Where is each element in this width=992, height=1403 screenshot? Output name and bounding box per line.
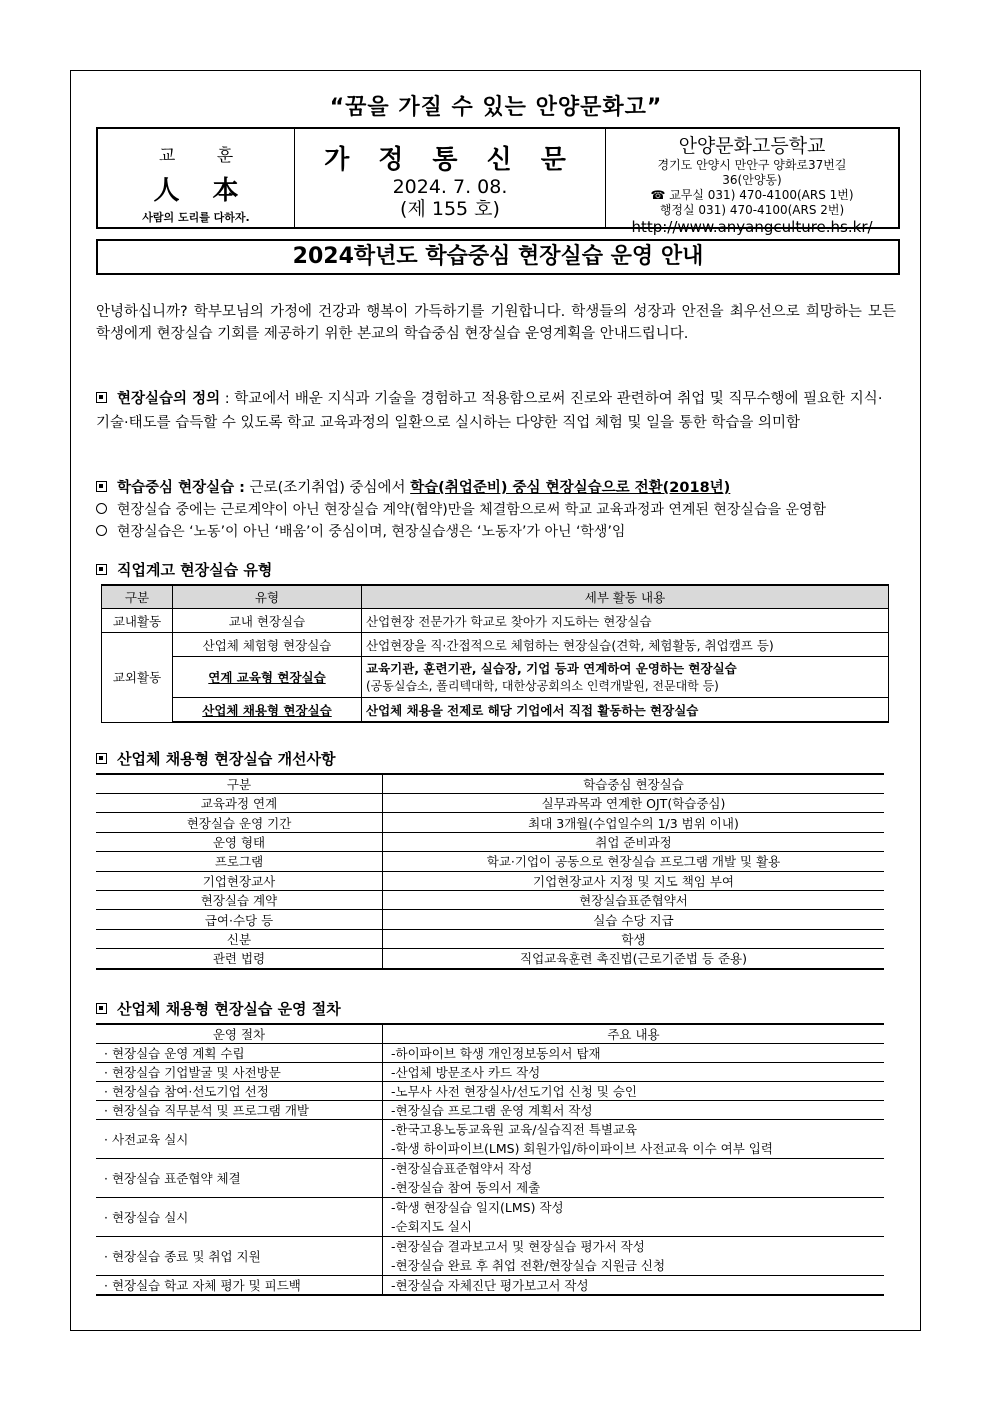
square-bullet-icon	[96, 481, 107, 492]
desc-line: (공동실습소, 폴리텍대학, 대한상공회의소 인력개발원, 전문대학 등)	[366, 678, 719, 693]
content-line: -학생 현장실습 일지(LMS) 작성	[391, 1200, 564, 1215]
improvements-table	[96, 773, 884, 970]
table-cell: 교외활동	[102, 633, 173, 723]
content-line: -현장실습 자체진단 평가보고서 작성	[391, 1278, 589, 1293]
table-row	[102, 609, 889, 633]
circle-bullet-icon	[96, 503, 107, 514]
table-cell: 급여·수당 등	[96, 910, 383, 929]
motto-label: 교 훈	[158, 146, 252, 166]
table-cell: 학교·기업이 공동으로 현장실습 프로그램 개발 및 활용	[383, 852, 885, 871]
table-row	[96, 1276, 884, 1296]
table-header-row	[96, 1024, 884, 1044]
school-phone: ☎ 교무실 031) 470-4100(ARS 1번)	[650, 188, 854, 202]
content-line: -현장실습 완료 후 취업 전환/현장실습 지원금 신청	[391, 1258, 666, 1273]
table-cell: 교내활동	[102, 609, 173, 633]
learning-emphasis: 학습(취업준비) 중심 현장실습으로 전환(2018년)	[410, 480, 731, 496]
procedure-table	[96, 1023, 884, 1296]
table-cell: 실습 수당 지급	[383, 910, 885, 929]
table-cell	[362, 698, 889, 723]
procedure-content	[383, 1198, 885, 1237]
table-row	[96, 871, 884, 890]
table-cell: 교육과정 연계	[96, 794, 383, 813]
table-row	[96, 890, 884, 909]
bullet-text: 현장실습은 ‘노동’이 아닌 ‘배움’이 중심이며, 현장실습생은 ‘노동자’가 아닌 ‘학생’임	[117, 524, 626, 540]
section-heading-types	[96, 559, 272, 580]
definition-heading: 현장실습의 정의	[117, 391, 221, 407]
table-cell: 운영 형태	[96, 832, 383, 851]
table-cell: 취업 준비과정	[383, 832, 885, 851]
slogan: “꿈을 가질 수 있는 안양문화고”	[329, 95, 663, 120]
document-title: 2024학년도 학습중심 현장실습 운영 안내	[96, 239, 900, 275]
school-address-2: 36(안양동)	[722, 173, 782, 187]
table-cell: 실무과목과 연계한 OJT(학습중심)	[383, 794, 885, 813]
square-bullet-icon	[96, 564, 107, 575]
table-cell: 산업현장을 직·간접적으로 체험하는 현장실습(견학, 체험활동, 취업캠프 등)	[362, 633, 889, 657]
type-label: 연계 교육형 현장실습	[208, 670, 326, 685]
table-row	[96, 1101, 884, 1120]
learning-bullet	[96, 498, 896, 522]
school-phone-2: 행정실 031) 470-4100(ARS 2번)	[659, 203, 845, 217]
motto-text: 人 本	[153, 176, 251, 206]
procedure-step: · 사전교육 실시	[96, 1120, 383, 1159]
types-table	[101, 584, 889, 723]
procedure-step: · 현장실습 학교 자체 평가 및 피드백	[96, 1276, 383, 1296]
table-header: 구분	[96, 774, 383, 794]
table-cell: 학생	[383, 929, 885, 948]
desc-line: 교육기관, 훈련기관, 실습장, 기업 등과 연계하여 운영하는 현장실습	[366, 660, 737, 676]
newsletter-title: 가 정 통 신 문	[324, 145, 576, 175]
table-header-row	[96, 774, 884, 794]
procedure-step: · 현장실습 운영 계획 수립	[96, 1044, 383, 1063]
table-row	[96, 1082, 884, 1101]
table-cell: 현장실습 계약	[96, 890, 383, 909]
table-row	[96, 929, 884, 948]
letterhead	[96, 127, 900, 236]
table-cell: 산업체 체험형 현장실습	[173, 633, 362, 657]
newsletter-date: 2024. 7. 08.	[392, 176, 508, 198]
table-cell: 현장실습 운영 기간	[96, 813, 383, 832]
circle-bullet-icon	[96, 525, 107, 536]
procedure-step: · 현장실습 기업발굴 및 사전방문	[96, 1063, 383, 1082]
learning-heading: 학습중심 현장실습 :	[117, 480, 245, 496]
table-row	[96, 1044, 884, 1063]
table-row	[96, 910, 884, 929]
procedure-content	[383, 1101, 885, 1120]
content-line: -현장실습 결과보고서 및 현장실습 평가서 작성	[391, 1239, 645, 1254]
table-cell: 직업교육훈련 촉진법(근로기준법 등 준용)	[383, 949, 885, 969]
table-cell: 산업현장 전문가가 학교로 찾아가 지도하는 현장실습	[362, 609, 889, 633]
content-line: -하이파이브 학생 개인정보동의서 탑재	[391, 1046, 601, 1061]
procedure-step: · 현장실습 직무분석 및 프로그램 개발	[96, 1101, 383, 1120]
content-line: -학생 하이파이브(LMS) 회원가입/하이파이브 사전교육 이수 여부 입력	[391, 1141, 773, 1156]
table-header: 주요 내용	[383, 1024, 885, 1044]
table-cell: 프로그램	[96, 852, 383, 871]
learning-bullet	[96, 520, 896, 544]
table-cell: 교내 현장실습	[173, 609, 362, 633]
table-header: 세부 활동 내용	[362, 585, 889, 609]
definition-block	[96, 387, 896, 435]
school-name: 안양문화고등학교	[678, 135, 826, 157]
procedure-content	[383, 1063, 885, 1082]
procedure-content	[383, 1237, 885, 1276]
school-motto	[98, 129, 295, 227]
table-row	[102, 698, 889, 723]
table-row	[96, 1063, 884, 1082]
table-cell	[173, 698, 362, 723]
table-row	[96, 813, 884, 832]
table-header: 운영 절차	[96, 1024, 383, 1044]
procedure-content	[383, 1120, 885, 1159]
procedure-content	[383, 1276, 885, 1296]
table-row	[96, 1159, 884, 1198]
table-cell: 신분	[96, 929, 383, 948]
newsletter-issue: (제 155 호)	[400, 198, 500, 220]
table-row	[96, 1120, 884, 1159]
procedure-step: · 현장실습 참여·선도기업 선정	[96, 1082, 383, 1101]
table-row	[96, 1198, 884, 1237]
table-row	[96, 832, 884, 851]
school-info	[606, 129, 898, 236]
table-cell: 현장실습표준협약서	[383, 890, 885, 909]
table-row	[96, 852, 884, 871]
definition-text: : 학교에서 배운 지식과 기술을 경험하고 적용함으로써 진로와 관련하여 취업 및 직무수행에 필요한 지식·기술·태도를 습득할 수 있도록 학교 교육과정의 일환으로 실시하는 다양한 직업 체험 및 일을 통한 학습을 의미함	[96, 391, 883, 431]
table-row	[96, 1237, 884, 1276]
type-label: 산업체 채용형 현장실습	[202, 702, 332, 718]
learning-text: 근로(조기취업) 중심에서	[244, 480, 411, 496]
table-cell: 기업현장교사 지정 및 지도 책임 부여	[383, 871, 885, 890]
section-heading-text: 직업계고 현장실습 유형	[117, 561, 273, 579]
procedure-content	[383, 1044, 885, 1063]
table-header: 구분	[102, 585, 173, 609]
table-cell	[173, 657, 362, 698]
content-line: -노무사 사전 현장실사/선도기업 신청 및 승인	[391, 1084, 637, 1099]
motto-subtext: 사람의 도리를 다하자.	[142, 211, 250, 224]
square-bullet-icon	[96, 392, 107, 403]
square-bullet-icon	[96, 753, 107, 764]
content-line: -현장실습표준협약서 작성	[391, 1161, 533, 1176]
table-row	[102, 633, 889, 657]
table-cell: 관련 법령	[96, 949, 383, 969]
square-bullet-icon	[96, 1003, 107, 1014]
bullet-text: 현장실습 중에는 근로계약이 아닌 현장실습 계약(협약)만을 체결함으로써 학교 교육과정과 연계된 현장실습을 운영함	[117, 502, 827, 518]
content-line: -산업체 방문조사 카드 작성	[391, 1065, 541, 1080]
desc-line: 산업체 채용을 전제로 해당 기업에서 직접 활동하는 현장실습	[366, 702, 699, 718]
table-cell: 기업현장교사	[96, 871, 383, 890]
content-line: -한국고용노동교육원 교육/실습직전 특별교육	[391, 1122, 638, 1137]
table-cell	[362, 657, 889, 698]
procedure-content	[383, 1082, 885, 1101]
table-cell: 최대 3개월(수업일수의 1/3 범위 이내)	[383, 813, 885, 832]
section-heading-text: 산업체 채용형 현장실습 운영 절차	[117, 1000, 341, 1018]
procedure-step: · 현장실습 표준협약 체결	[96, 1159, 383, 1198]
content-line: -순회지도 실시	[391, 1219, 472, 1234]
table-row	[96, 949, 884, 969]
section-heading-text: 산업체 채용형 현장실습 개선사항	[117, 750, 336, 768]
table-row	[96, 794, 884, 813]
content-line: -현장실습 참여 동의서 제출	[391, 1180, 541, 1195]
table-header: 유형	[173, 585, 362, 609]
table-row	[102, 657, 889, 698]
school-address: 경기도 안양시 만안구 양화로37번길	[657, 158, 847, 172]
procedure-content	[383, 1159, 885, 1198]
learning-block	[96, 476, 896, 500]
newsletter-info	[295, 129, 606, 227]
table-header-row	[102, 585, 889, 609]
section-heading-procedure	[96, 998, 341, 1019]
content-line: -현장실습 프로그램 운영 계획서 작성	[391, 1103, 593, 1118]
table-header: 학습중심 현장실습	[383, 774, 885, 794]
section-heading-improvements	[96, 748, 336, 769]
school-url[interactable]: http://www.anyangculture.hs.kr/	[631, 218, 873, 236]
procedure-step: · 현장실습 종료 및 취업 지원	[96, 1237, 383, 1276]
procedure-step: · 현장실습 실시	[96, 1198, 383, 1237]
intro-paragraph: 안녕하십니까? 학부모님의 가정에 건강과 행복이 가득하기를 기원합니다. 학생들의 성장과 안전을 최우선으로 희망하는 모든 학생에게 현장실습 기회를 제공하기 위한 본교의 학습중심 현장실습 운영계획을 안내드립니다.	[96, 304, 896, 342]
